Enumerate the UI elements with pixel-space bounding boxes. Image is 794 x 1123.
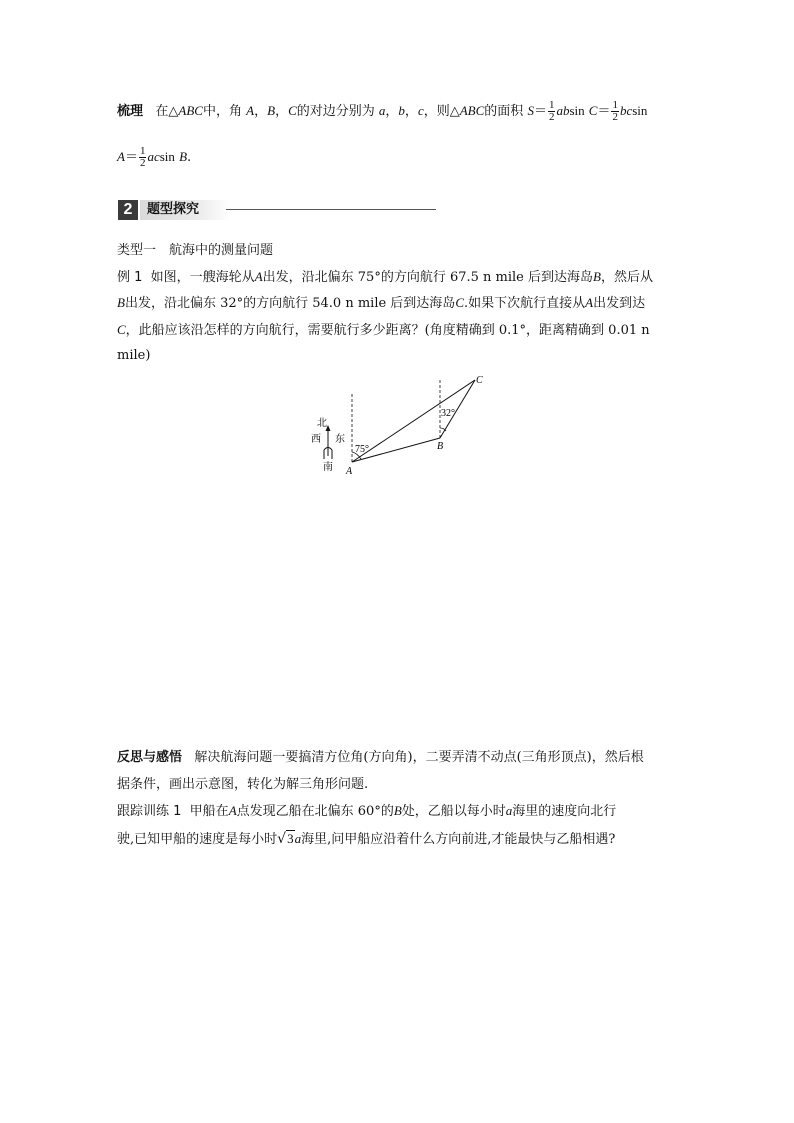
example-text: .如果下次航行直接从 bbox=[463, 296, 586, 311]
fraction-half bbox=[139, 146, 147, 169]
radicand: 3 bbox=[287, 831, 294, 846]
var-B: B bbox=[393, 803, 402, 818]
section-number: 2 bbox=[118, 200, 138, 220]
example-line-4: mile) bbox=[117, 348, 151, 363]
equals-sign: ＝ bbox=[124, 150, 138, 165]
fraction-numerator: 1 bbox=[612, 99, 618, 111]
var-abc: ABC bbox=[459, 103, 485, 118]
practice-label: 跟踪训练 1 bbox=[117, 804, 182, 819]
practice-text: 点发现乙船在北偏东 60°的 bbox=[236, 804, 394, 819]
sin-fn: sin bbox=[632, 103, 648, 118]
separator: ， bbox=[254, 104, 268, 119]
compass-east: 东 bbox=[335, 434, 345, 445]
period: . bbox=[187, 150, 192, 165]
example-line-2 bbox=[117, 295, 645, 312]
radical-sign-icon: √ bbox=[277, 831, 287, 847]
fraction-numerator: 1 bbox=[548, 99, 555, 111]
review-text: 的面积 bbox=[484, 104, 524, 119]
reflection-line-1 bbox=[117, 750, 644, 766]
var-A: A bbox=[246, 103, 255, 118]
fraction-numerator: 1 bbox=[139, 145, 146, 157]
equals-sign: ＝ bbox=[597, 104, 611, 119]
review-text: ，则△ bbox=[423, 104, 460, 119]
review-text: 的对边分别为 bbox=[296, 104, 375, 119]
var-A: A bbox=[585, 295, 594, 310]
point-label-B: B bbox=[437, 441, 444, 452]
var-b: b bbox=[398, 103, 405, 118]
review-line-1 bbox=[117, 100, 647, 123]
angle-label-B: 32° bbox=[441, 408, 455, 419]
practice-text: 处，乙船以每小时 bbox=[401, 804, 506, 819]
practice-text: 驶,已知甲船的速度是每小时 bbox=[117, 832, 278, 847]
var-C: C bbox=[288, 103, 297, 118]
equals-sign: ＝ bbox=[533, 104, 547, 119]
var-C: C bbox=[588, 103, 598, 118]
var-A: A bbox=[254, 269, 263, 284]
example-text: 出发到达 bbox=[593, 296, 646, 311]
fraction-denominator: 2 bbox=[612, 111, 618, 123]
var-S: S bbox=[527, 103, 534, 118]
practice-text: 甲船在 bbox=[189, 804, 229, 819]
point-label-C: C bbox=[476, 375, 483, 386]
separator: ， bbox=[404, 104, 418, 119]
var-B: B bbox=[267, 103, 276, 118]
example-label: 例 1 bbox=[117, 270, 143, 285]
type-heading: 类型一 航海中的测量问题 bbox=[117, 243, 274, 258]
var-A: A bbox=[228, 803, 237, 818]
review-line-2 bbox=[117, 146, 191, 169]
separator: ， bbox=[275, 104, 289, 119]
example-text: 出发，沿北偏东 32°的方向航行 54.0 n mile 后到达海岛 bbox=[124, 296, 456, 311]
fraction-denominator: 2 bbox=[548, 111, 555, 123]
point-label-A: A bbox=[346, 466, 353, 477]
section-title: 题型探究 bbox=[147, 202, 200, 217]
example-text: 出发，沿北偏东 75°的方向航行 67.5 n mile 后到达海岛 bbox=[262, 270, 593, 285]
var-B: B bbox=[117, 295, 125, 310]
var-a: a bbox=[378, 103, 386, 118]
expr-ab: ab bbox=[556, 103, 570, 118]
expr-bc: bc bbox=[619, 103, 633, 118]
practice-line-2 bbox=[117, 831, 615, 848]
fraction-half bbox=[611, 100, 619, 123]
reflection-label: 反思与感悟 bbox=[117, 750, 183, 765]
practice-line-1 bbox=[117, 803, 616, 820]
var-B: B bbox=[179, 149, 188, 164]
section-divider bbox=[226, 209, 436, 210]
compass-north: 北 bbox=[317, 418, 327, 429]
sin-fn: sin bbox=[159, 149, 175, 164]
example-text: ，此船应该沿怎样的方向航行，需要航行多少距离？(角度精确到 0.1°，距离精确到 0.01 n bbox=[125, 323, 650, 338]
angle-label-A: 75° bbox=[355, 444, 369, 455]
reflection-text: 解决航海问题一要搞清方位角(方向角)，二要弄清不动点(三角形顶点)，然后根 bbox=[194, 750, 644, 765]
navigation-figure bbox=[300, 370, 500, 480]
compass-west: 西 bbox=[311, 434, 321, 445]
expr-ac: ac bbox=[147, 149, 160, 164]
example-line-1 bbox=[117, 269, 653, 286]
review-label: 梳理 bbox=[117, 104, 144, 119]
sqrt-expression bbox=[277, 831, 294, 848]
var-c: c bbox=[417, 103, 424, 118]
fraction-denominator: 2 bbox=[139, 157, 146, 169]
var-a: a bbox=[505, 803, 513, 818]
var-A: A bbox=[117, 149, 125, 164]
example-text: 如图，一艘海轮从 bbox=[150, 270, 255, 285]
sin-fn: sin bbox=[569, 103, 585, 118]
example-text: ，然后从 bbox=[600, 270, 653, 285]
fraction-half bbox=[548, 100, 556, 123]
compass-south: 南 bbox=[323, 462, 333, 473]
review-text: 在△ bbox=[155, 104, 179, 119]
var-abc: ABC bbox=[178, 103, 203, 118]
var-C: C bbox=[455, 295, 464, 310]
separator: ， bbox=[385, 104, 399, 119]
reflection-line-2: 据条件，画出示意图，转化为解三角形问题. bbox=[117, 777, 369, 792]
angle-arc-B bbox=[440, 428, 446, 431]
var-a: a bbox=[294, 831, 302, 846]
var-C: C bbox=[117, 322, 126, 337]
example-line-3 bbox=[117, 322, 650, 339]
practice-text: 海里,问甲船应沿着什么方向前进,才能最快与乙船相遇? bbox=[301, 832, 616, 847]
var-B: B bbox=[593, 269, 601, 284]
practice-text: 海里的速度向北行 bbox=[512, 804, 617, 819]
review-text: 中，角 bbox=[202, 104, 242, 119]
segment-AC bbox=[352, 380, 475, 462]
